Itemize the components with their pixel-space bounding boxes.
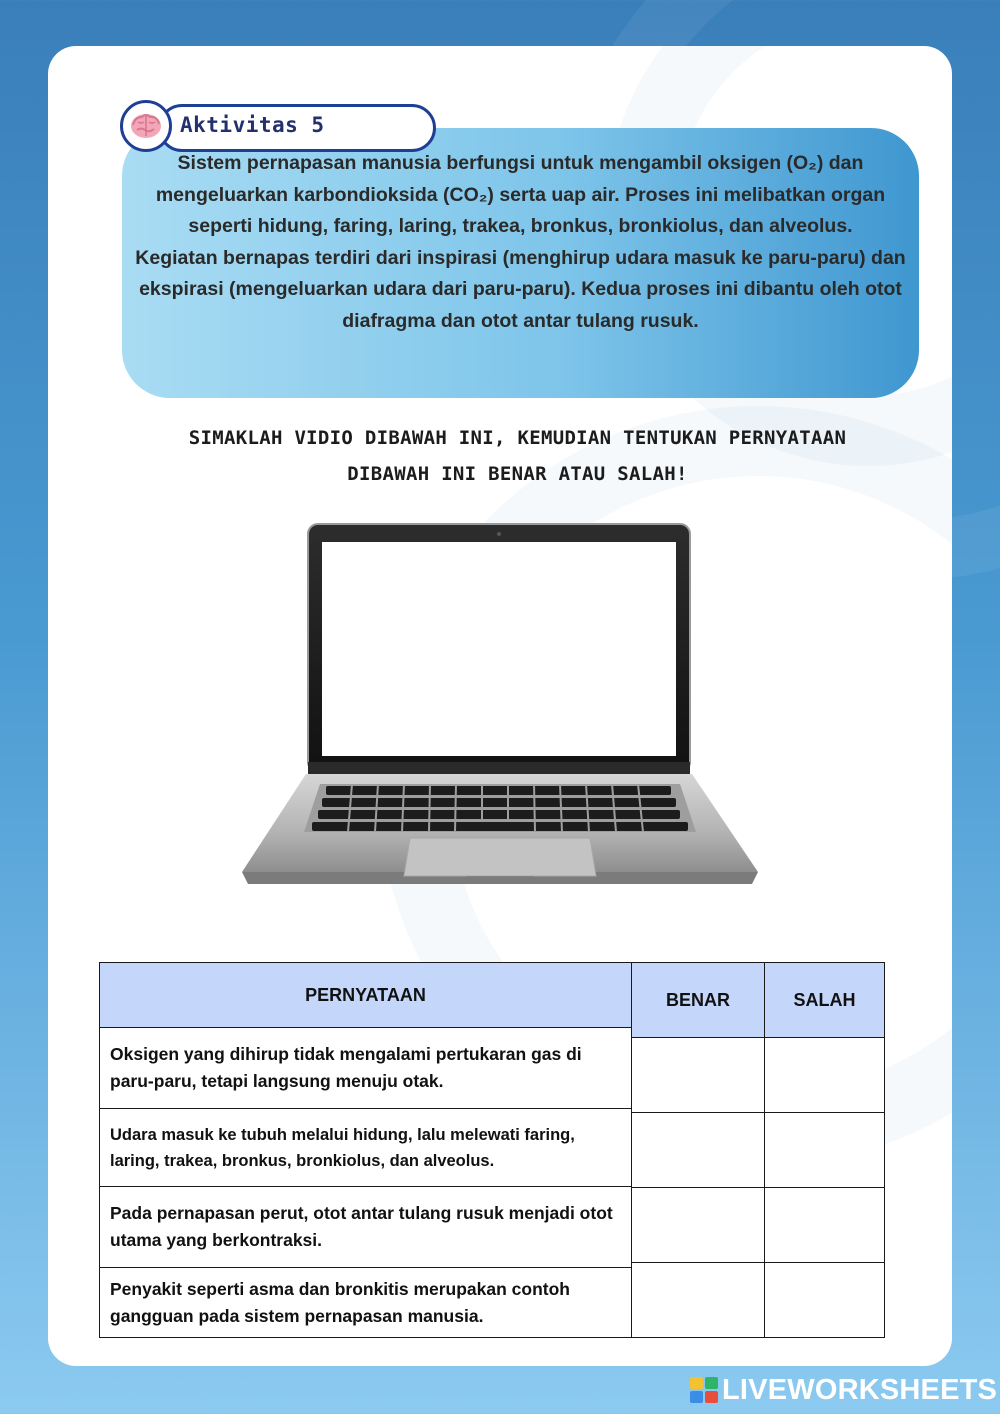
table-row [99,1267,632,1338]
statement-text: Pada pernapasan perut, otot antar tulang rusuk menjadi otot utama yang berkontraksi. [110,1203,613,1250]
answer-false-2[interactable] [764,1112,885,1188]
statement-text: Udara masuk ke tubuh melalui hidung, lalu melewati faring, laring, trakea, bronkus, bronkiolus, dan alveolus. [110,1125,575,1170]
liveworksheets-wordmark: LIVEWORKSHEETS [722,1373,998,1406]
info-paragraph-1: Sistem pernapasan manusia berfungsi untuk mengambil oksigen (O₂) dan mengeluarkan karbondioksida (CO₂) serta uap air. Proses ini melibatkan organ seperti hidung, faring, laring, trakea, bronkus, bronkiolus, dan alveolus. [155,152,886,238]
table-row [99,1186,632,1268]
answer-true-2[interactable] [631,1112,765,1188]
answer-true-1[interactable] [631,1037,765,1113]
video-laptop-frame [240,522,760,897]
brain-icon [120,100,172,152]
instruction-heading [150,420,885,492]
instruction-line-1: SIMAKLAH VIDIO DIBAWAH INI, KEMUDIAN TENTUKAN PERNYATAAN [188,427,847,449]
liveworksheets-logo[interactable] [690,1374,997,1406]
activity-title: Aktivitas 5 [180,113,325,137]
table-row [99,1027,632,1109]
info-paragraph-2: Kegiatan bernapas terdiri dari inspirasi (menghirup udara masuk ke paru-paru) dan ekspirasi (mengeluarkan udara dari paru-paru). Kedua proses ini dibantu oleh otot diafragma dan otot antar tulang rusuk. [135,246,906,332]
answer-false-1[interactable] [764,1037,885,1113]
header-statement: PERNYATAAN [99,962,632,1028]
header-true: BENAR [631,962,765,1038]
answer-false-4[interactable] [764,1262,885,1338]
table-row [99,1108,632,1187]
answer-true-4[interactable] [631,1262,765,1338]
instruction-line-2: DIBAWAH INI BENAR ATAU SALAH! [347,463,688,485]
info-text [132,148,909,338]
liveworksheets-logo-icon [690,1377,718,1403]
statement-text: Penyakit seperti asma dan bronkitis merupakan contoh gangguan pada sistem pernapasan manusia. [110,1278,570,1326]
answer-true-3[interactable] [631,1187,765,1263]
answer-false-3[interactable] [764,1187,885,1263]
statement-text: Oksigen yang dihirup tidak mengalami pertukaran gas di paru-paru, tetapi langsung menuju otak. [110,1044,582,1091]
header-false: SALAH [764,962,885,1038]
